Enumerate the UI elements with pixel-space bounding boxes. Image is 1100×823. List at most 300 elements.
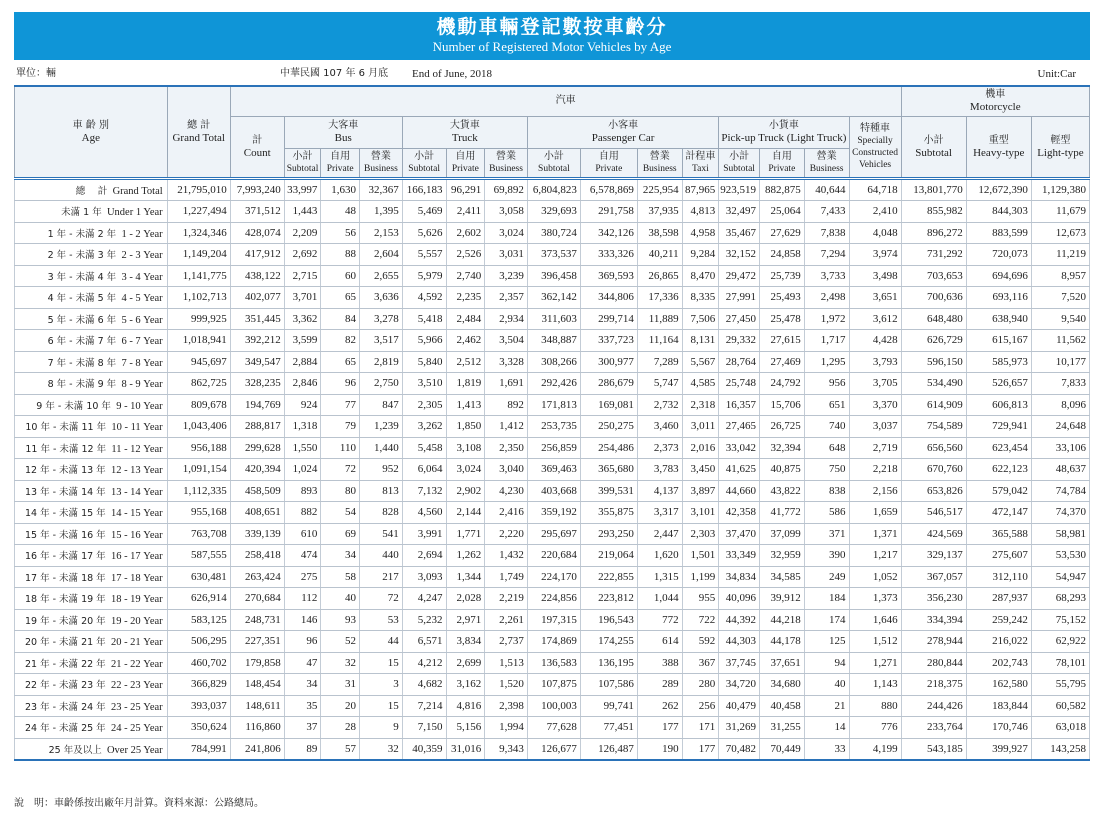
value-cell: 4,592 <box>402 287 446 309</box>
value-cell: 63,018 <box>1031 717 1089 739</box>
value-cell: 388 <box>637 652 682 674</box>
motorcycle-group-header: 機車 Motorcycle <box>901 86 1089 116</box>
value-cell: 892 <box>485 394 528 416</box>
value-cell: 2,715 <box>284 265 321 287</box>
value-cell: 1,413 <box>446 394 485 416</box>
age-cell <box>15 695 168 717</box>
value-cell: 7,833 <box>1031 373 1089 395</box>
value-cell: 2,261 <box>485 609 528 631</box>
value-cell: 1,432 <box>485 545 528 567</box>
unit-label-en: Unit:Car <box>1037 68 1076 80</box>
value-cell: 4,212 <box>402 652 446 674</box>
value-cell: 3,834 <box>446 631 485 653</box>
value-cell: 1,295 <box>804 351 849 373</box>
value-cell: 1,819 <box>446 373 485 395</box>
value-cell: 44,392 <box>719 609 760 631</box>
value-cell: 126,487 <box>580 738 637 760</box>
pickup-business-header: 營業 Business <box>804 148 849 178</box>
value-cell: 355,875 <box>580 502 637 524</box>
value-cell: 2,411 <box>446 201 485 223</box>
age-cell <box>15 738 168 760</box>
table-row <box>15 502 1090 524</box>
heavy-type-header: 重型 Heavy-type <box>966 116 1031 178</box>
value-cell: 2,318 <box>682 394 719 416</box>
value-cell: 606,813 <box>966 394 1031 416</box>
value-cell: 2,303 <box>682 523 719 545</box>
value-cell: 337,723 <box>580 330 637 352</box>
age-label-zh: 3 年 - 未滿 4 年 <box>47 271 117 283</box>
value-cell: 37 <box>284 717 321 739</box>
value-cell: 93 <box>321 609 360 631</box>
value-cell: 2,373 <box>637 437 682 459</box>
value-cell: 32 <box>321 652 360 674</box>
age-label-zh: 19 年 - 未滿 20 年 <box>24 615 106 627</box>
light-type-header: 輕型 Light-type <box>1031 116 1089 178</box>
value-cell: 534,490 <box>901 373 966 395</box>
value-cell: 3,636 <box>360 287 403 309</box>
table-row <box>15 330 1090 352</box>
value-cell: 882,875 <box>759 178 804 201</box>
value-cell: 312,110 <box>966 566 1031 588</box>
value-cell: 40,096 <box>719 588 760 610</box>
value-cell: 202,743 <box>966 652 1031 674</box>
table-row <box>15 652 1090 674</box>
value-cell: 3,328 <box>485 351 528 373</box>
age-label-zh: 總 計 <box>75 185 108 197</box>
value-cell: 48 <box>321 201 360 223</box>
value-cell: 1,102,713 <box>167 287 230 309</box>
value-cell: 12,673 <box>1031 222 1089 244</box>
value-cell: 342,126 <box>580 222 637 244</box>
table-row <box>15 459 1090 481</box>
value-cell: 289 <box>637 674 682 696</box>
value-cell: 34 <box>321 545 360 567</box>
value-cell: 31 <box>321 674 360 696</box>
value-cell: 183,844 <box>966 695 1031 717</box>
value-cell: 1,091,154 <box>167 459 230 481</box>
value-cell: 11,164 <box>637 330 682 352</box>
age-label-zh: 7 年 - 未滿 8 年 <box>47 357 117 369</box>
age-cell <box>15 609 168 631</box>
value-cell: 630,481 <box>167 566 230 588</box>
value-cell: 8,335 <box>682 287 719 309</box>
value-cell: 39,912 <box>759 588 804 610</box>
age-label-en: 14 - 15 Year <box>110 508 163 520</box>
value-cell: 25,493 <box>759 287 804 309</box>
value-cell: 2,602 <box>446 222 485 244</box>
age-cell <box>15 545 168 567</box>
value-cell: 380,724 <box>527 222 580 244</box>
value-cell: 329,693 <box>527 201 580 223</box>
age-label-en: 1 - 2 Year <box>121 228 163 240</box>
value-cell: 72 <box>360 588 403 610</box>
value-cell: 29,472 <box>719 265 760 287</box>
value-cell: 40,479 <box>719 695 760 717</box>
value-cell: 311,603 <box>527 308 580 330</box>
value-cell: 2,305 <box>402 394 446 416</box>
value-cell: 248,731 <box>230 609 284 631</box>
value-cell: 40 <box>804 674 849 696</box>
page-title-zh: 機動車輛登記數按車齡分 <box>436 16 668 38</box>
value-cell: 428,074 <box>230 222 284 244</box>
value-cell: 32,497 <box>719 201 760 223</box>
value-cell: 952 <box>360 459 403 481</box>
value-cell: 3,498 <box>849 265 901 287</box>
value-cell: 369,593 <box>580 265 637 287</box>
value-cell: 44,660 <box>719 480 760 502</box>
value-cell: 344,806 <box>580 287 637 309</box>
value-cell: 365,588 <box>966 523 1031 545</box>
value-cell: 1,143 <box>849 674 901 696</box>
value-cell: 13,801,770 <box>901 178 966 201</box>
age-label-zh: 13 年 - 未滿 14 年 <box>24 486 106 498</box>
bus-private-header: 自用 Private <box>321 148 360 178</box>
value-cell: 65 <box>321 351 360 373</box>
value-cell: 41,625 <box>719 459 760 481</box>
value-cell: 225,954 <box>637 178 682 201</box>
pcar-business-header: 營業 Business <box>637 148 682 178</box>
value-cell: 893 <box>284 480 321 502</box>
value-cell: 366,829 <box>167 674 230 696</box>
value-cell: 38,598 <box>637 222 682 244</box>
value-cell: 62,922 <box>1031 631 1089 653</box>
value-cell: 3,599 <box>284 330 321 352</box>
table-row <box>15 178 1090 201</box>
value-cell: 107,875 <box>527 674 580 696</box>
table-row <box>15 674 1090 696</box>
value-cell: 2,719 <box>849 437 901 459</box>
table-row <box>15 545 1090 567</box>
table-row <box>15 351 1090 373</box>
table-row <box>15 738 1090 760</box>
age-label-en: 20 - 21 Year <box>110 637 163 649</box>
age-label-en: 17 - 18 Year <box>110 572 163 584</box>
value-cell: 6,571 <box>402 631 446 653</box>
value-cell: 7,289 <box>637 351 682 373</box>
value-cell: 543,185 <box>901 738 966 760</box>
value-cell: 70,482 <box>719 738 760 760</box>
age-label-en: 12 - 13 Year <box>110 465 163 477</box>
value-cell: 1,717 <box>804 330 849 352</box>
value-cell: 11,562 <box>1031 330 1089 352</box>
value-cell: 125 <box>804 631 849 653</box>
value-cell: 31,269 <box>719 717 760 739</box>
value-cell: 27,469 <box>759 351 804 373</box>
age-label-en: 6 - 7 Year <box>121 336 163 348</box>
value-cell: 1,271 <box>849 652 901 674</box>
age-label-zh: 12 年 - 未滿 13 年 <box>24 465 106 477</box>
value-cell: 33,042 <box>719 437 760 459</box>
value-cell: 5,567 <box>682 351 719 373</box>
value-cell: 112 <box>284 588 321 610</box>
value-cell: 1,052 <box>849 566 901 588</box>
value-cell: 784,991 <box>167 738 230 760</box>
value-cell: 4,048 <box>849 222 901 244</box>
value-cell: 763,708 <box>167 523 230 545</box>
age-label-zh: 15 年 - 未滿 16 年 <box>24 529 106 541</box>
passenger-car-header: 小客車 Passenger Car <box>527 116 718 148</box>
value-cell: 2,750 <box>360 373 403 395</box>
value-cell: 56 <box>321 222 360 244</box>
value-cell: 3,651 <box>849 287 901 309</box>
value-cell: 6,064 <box>402 459 446 481</box>
taxi-header: 計程車 Taxi <box>682 148 719 178</box>
value-cell: 1,239 <box>360 416 403 438</box>
truck-subtotal-header: 小計 Subtotal <box>402 148 446 178</box>
date-label-en: End of June, 2018 <box>412 68 493 80</box>
age-cell <box>15 674 168 696</box>
value-cell: 40,458 <box>759 695 804 717</box>
value-cell: 472,147 <box>966 502 1031 524</box>
age-label-en: 10 - 11 Year <box>111 422 163 434</box>
value-cell: 7,132 <box>402 480 446 502</box>
age-label-en: 9 - 10 Year <box>116 400 163 412</box>
value-cell: 703,653 <box>901 265 966 287</box>
value-cell: 623,454 <box>966 437 1031 459</box>
value-cell: 35,467 <box>719 222 760 244</box>
age-label-en: 24 - 25 Year <box>110 723 163 735</box>
value-cell: 365,680 <box>580 459 637 481</box>
value-cell: 41,772 <box>759 502 804 524</box>
value-cell: 24,792 <box>759 373 804 395</box>
value-cell: 77,451 <box>580 717 637 739</box>
value-cell: 3,011 <box>682 416 719 438</box>
value-cell: 847 <box>360 394 403 416</box>
value-cell: 587,555 <box>167 545 230 567</box>
value-cell: 3,040 <box>485 459 528 481</box>
value-cell: 526,657 <box>966 373 1031 395</box>
age-label-zh: 20 年 - 未滿 21 年 <box>24 637 106 649</box>
value-cell: 53,530 <box>1031 545 1089 567</box>
value-cell: 2,144 <box>446 502 485 524</box>
value-cell: 7,838 <box>804 222 849 244</box>
value-cell: 32,152 <box>719 244 760 266</box>
moto-subtotal-header: 小計 Subtotal <box>901 116 966 178</box>
value-cell: 5,156 <box>446 717 485 739</box>
pickup-subtotal-header: 小計 Subtotal <box>719 148 760 178</box>
value-cell: 24,858 <box>759 244 804 266</box>
value-cell: 3,162 <box>446 674 485 696</box>
value-cell: 2,447 <box>637 523 682 545</box>
value-cell: 648,480 <box>901 308 966 330</box>
value-cell: 31,255 <box>759 717 804 739</box>
value-cell: 2,350 <box>485 437 528 459</box>
table-row <box>15 717 1090 739</box>
value-cell: 720,073 <box>966 244 1031 266</box>
value-cell: 626,914 <box>167 588 230 610</box>
value-cell: 585,973 <box>966 351 1031 373</box>
value-cell: 1,324,346 <box>167 222 230 244</box>
table-row <box>15 394 1090 416</box>
table-row <box>15 201 1090 223</box>
value-cell: 651 <box>804 394 849 416</box>
value-cell: 8,470 <box>682 265 719 287</box>
value-cell: 280 <box>682 674 719 696</box>
age-label-en: 7 - 8 Year <box>121 357 163 369</box>
value-cell: 392,212 <box>230 330 284 352</box>
value-cell: 40,644 <box>804 178 849 201</box>
value-cell: 7,150 <box>402 717 446 739</box>
value-cell: 293,250 <box>580 523 637 545</box>
value-cell: 399,927 <box>966 738 1031 760</box>
value-cell: 2,512 <box>446 351 485 373</box>
value-cell: 2,819 <box>360 351 403 373</box>
value-cell: 15 <box>360 695 403 717</box>
value-cell: 396,458 <box>527 265 580 287</box>
value-cell: 1,149,204 <box>167 244 230 266</box>
value-cell: 4,585 <box>682 373 719 395</box>
table-row <box>15 609 1090 631</box>
value-cell: 32,394 <box>759 437 804 459</box>
page-title-en: Number of Registered Motor Vehicles by Age <box>432 39 672 54</box>
value-cell: 586 <box>804 502 849 524</box>
value-cell: 4,137 <box>637 480 682 502</box>
value-cell: 1,199 <box>682 566 719 588</box>
value-cell: 69 <box>321 523 360 545</box>
value-cell: 96 <box>321 373 360 395</box>
value-cell: 57 <box>321 738 360 760</box>
value-cell: 3,037 <box>849 416 901 438</box>
grand-total-header: 總 計 Grand Total <box>167 86 230 178</box>
value-cell: 546,517 <box>901 502 966 524</box>
age-cell <box>15 631 168 653</box>
value-cell: 2,971 <box>446 609 485 631</box>
value-cell: 369,463 <box>527 459 580 481</box>
value-cell: 7,433 <box>804 201 849 223</box>
value-cell: 3,783 <box>637 459 682 481</box>
age-label-en: 4 - 5 Year <box>121 293 163 305</box>
value-cell: 506,295 <box>167 631 230 653</box>
date-label-zh: 中華民國 107 年 6 月底 <box>280 68 389 79</box>
value-cell: 7,993,240 <box>230 178 284 201</box>
age-cell <box>15 652 168 674</box>
value-cell: 34,680 <box>759 674 804 696</box>
table-row <box>15 416 1090 438</box>
age-label-zh: 5 年 - 未滿 6 年 <box>47 314 117 326</box>
value-cell: 33,997 <box>284 178 321 201</box>
value-cell: 3,974 <box>849 244 901 266</box>
value-cell: 7,520 <box>1031 287 1089 309</box>
value-cell: 241,806 <box>230 738 284 760</box>
value-cell: 813 <box>360 480 403 502</box>
value-cell: 162,580 <box>966 674 1031 696</box>
value-cell: 844,303 <box>966 201 1031 223</box>
value-cell: 362,142 <box>527 287 580 309</box>
value-cell: 34,720 <box>719 674 760 696</box>
value-cell: 731,292 <box>901 244 966 266</box>
value-cell: 179,858 <box>230 652 284 674</box>
value-cell: 1,520 <box>485 674 528 696</box>
value-cell: 896,272 <box>901 222 966 244</box>
value-cell: 2,209 <box>284 222 321 244</box>
table-row <box>15 566 1090 588</box>
value-cell: 116,860 <box>230 717 284 739</box>
age-label-zh: 23 年 - 未滿 24 年 <box>24 701 106 713</box>
value-cell: 270,684 <box>230 588 284 610</box>
age-cell <box>15 480 168 502</box>
value-cell: 371 <box>804 523 849 545</box>
value-cell: 275 <box>284 566 321 588</box>
value-cell: 1,630 <box>321 178 360 201</box>
value-cell: 626,729 <box>901 330 966 352</box>
value-cell: 20 <box>321 695 360 717</box>
age-cell <box>15 373 168 395</box>
value-cell: 27,615 <box>759 330 804 352</box>
age-label-en: 3 - 4 Year <box>121 271 163 283</box>
value-cell: 3,701 <box>284 287 321 309</box>
age-label-zh: 16 年 - 未滿 17 年 <box>24 551 106 563</box>
value-cell: 35 <box>284 695 321 717</box>
value-cell: 1,043,406 <box>167 416 230 438</box>
age-cell <box>15 502 168 524</box>
value-cell: 3,262 <box>402 416 446 438</box>
value-cell: 17,336 <box>637 287 682 309</box>
value-cell: 622,123 <box>966 459 1031 481</box>
value-cell: 3 <box>360 674 403 696</box>
value-cell: 2,410 <box>849 201 901 223</box>
value-cell: 1,129,380 <box>1031 178 1089 201</box>
value-cell: 3,317 <box>637 502 682 524</box>
value-cell: 2,846 <box>284 373 321 395</box>
value-cell: 44,218 <box>759 609 804 631</box>
age-cell <box>15 201 168 223</box>
value-cell: 350,624 <box>167 717 230 739</box>
pickup-truck-header: 小貨車 Pick-up Truck (Light Truck) <box>719 116 849 148</box>
table-row <box>15 287 1090 309</box>
table-row <box>15 480 1090 502</box>
value-cell: 458,509 <box>230 480 284 502</box>
value-cell: 2,398 <box>485 695 528 717</box>
value-cell: 3,239 <box>485 265 528 287</box>
value-cell: 1,972 <box>804 308 849 330</box>
value-cell: 37,470 <box>719 523 760 545</box>
value-cell: 110 <box>321 437 360 459</box>
value-cell: 329,137 <box>901 545 966 567</box>
value-cell: 945,697 <box>167 351 230 373</box>
age-label-en: 22 - 23 Year <box>110 680 163 692</box>
value-cell: 1,443 <box>284 201 321 223</box>
value-cell: 955,168 <box>167 502 230 524</box>
value-cell: 2,220 <box>485 523 528 545</box>
value-cell: 1,315 <box>637 566 682 588</box>
age-header: 車 齡 別 Age <box>15 86 168 178</box>
value-cell: 3,024 <box>446 459 485 481</box>
value-cell: 4,816 <box>446 695 485 717</box>
value-cell: 828 <box>360 502 403 524</box>
age-label-zh: 18 年 - 未滿 19 年 <box>24 594 106 606</box>
value-cell: 94 <box>804 652 849 674</box>
value-cell: 34 <box>284 674 321 696</box>
age-cell <box>15 566 168 588</box>
value-cell: 299,714 <box>580 308 637 330</box>
value-cell: 11,679 <box>1031 201 1089 223</box>
value-cell: 224,170 <box>527 566 580 588</box>
value-cell: 47 <box>284 652 321 674</box>
value-cell: 5,626 <box>402 222 446 244</box>
value-cell: 592 <box>682 631 719 653</box>
value-cell: 3,450 <box>682 459 719 481</box>
value-cell: 224,856 <box>527 588 580 610</box>
value-cell: 7,214 <box>402 695 446 717</box>
value-cell: 21,795,010 <box>167 178 230 201</box>
age-label-zh: 11 年 - 未滿 12 年 <box>25 443 107 455</box>
table-row <box>15 631 1090 653</box>
value-cell: 653,826 <box>901 480 966 502</box>
value-cell: 614 <box>637 631 682 653</box>
value-cell: 174,255 <box>580 631 637 653</box>
value-cell: 177 <box>637 717 682 739</box>
value-cell: 1,227,494 <box>167 201 230 223</box>
